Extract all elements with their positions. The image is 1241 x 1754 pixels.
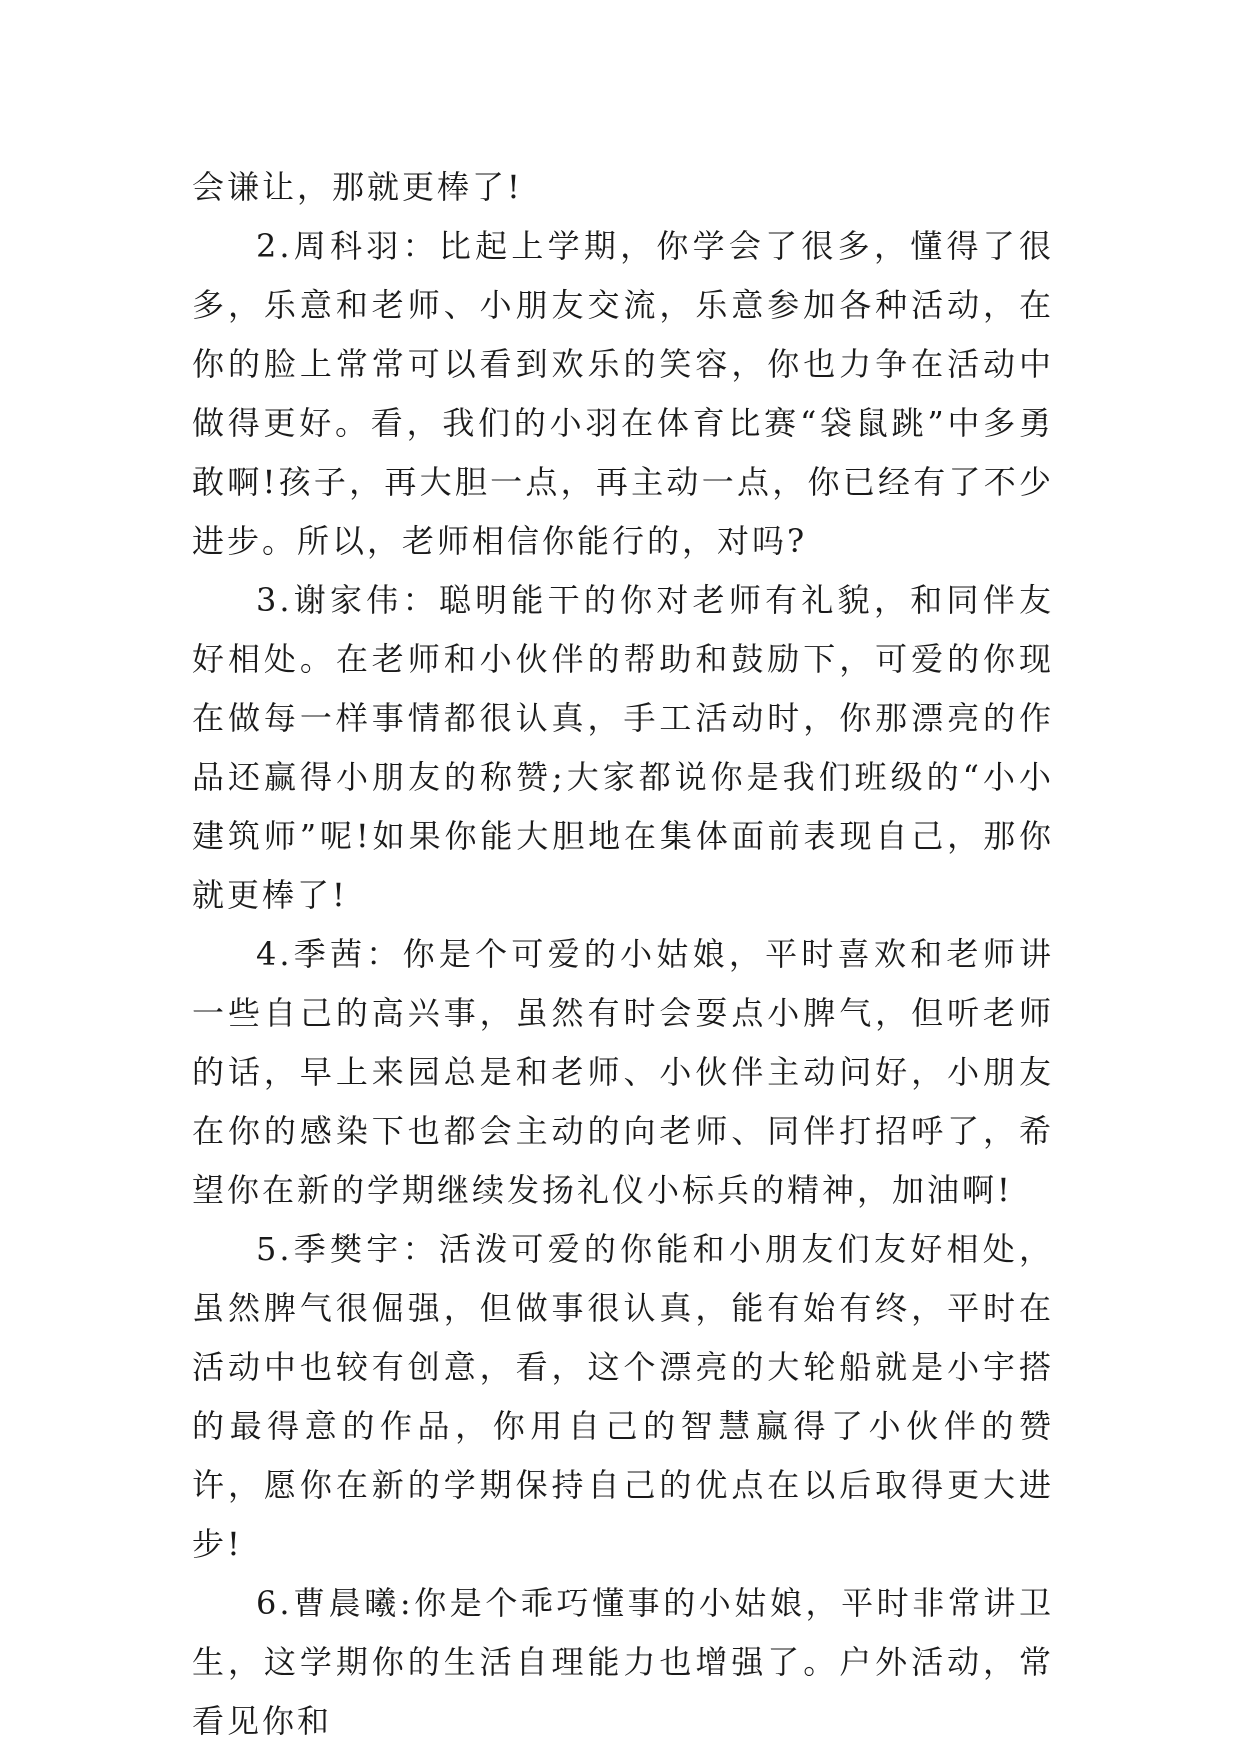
paragraph-continuation: 会谦让，那就更棒了! [192, 168, 523, 206]
paragraph-comment-5: 5.季樊宇：活泼可爱的你能和小朋友们友好相处，虽然脾气很倔强，但做事很认真，能有始有终，平时在活动中也较有创意，看，这个漂亮的大轮船就是小宇搭的最得意的作品，你用自己的智慧赢得了小伙伴的赞许，愿你在新的学期保持自己的优点在以后取得更大进步! [192, 1230, 1054, 1563]
paragraph-comment-4: 4.季茜：你是个可爱的小姑娘，平时喜欢和老师讲一些自己的高兴事，虽然有时会耍点小脾气，但听老师的话，早上来园总是和老师、小伙伴主动问好，小朋友在你的感染下也都会主动的向老师、同伴打招呼了，希望你在新的学期继续发扬礼仪小标兵的精神，加油啊! [192, 935, 1054, 1209]
paragraph-comment-6: 6.曹晨曦:你是个乖巧懂事的小姑娘，平时非常讲卫生，这学期你的生活自理能力也增强了。户外活动，常看见你和 [192, 1584, 1054, 1740]
paragraph-comment-3: 3.谢家伟：聪明能干的你对老师有礼貌，和同伴友好相处。在老师和小伙伴的帮助和鼓励下，可爱的你现在做每一样事情都很认真，手工活动时，你那漂亮的作品还赢得小朋友的称赞;大家都说你是我们班级的“小小建筑师”呢!如果你能大胆地在集体面前表现自己，那你就更棒了! [192, 581, 1054, 914]
paragraph-comment-2: 2.周科羽：比起上学期，你学会了很多，懂得了很多，乐意和老师、小朋友交流，乐意参加各种活动，在你的脸上常常可以看到欢乐的笑容，你也力争在活动中做得更好。看，我们的小羽在体育比赛“袋鼠跳”中多勇敢啊!孩子，再大胆一点，再主动一点，你已经有了不少进步。所以，老师相信你能行的，对吗? [192, 227, 1054, 560]
document-body [192, 158, 1054, 1751]
